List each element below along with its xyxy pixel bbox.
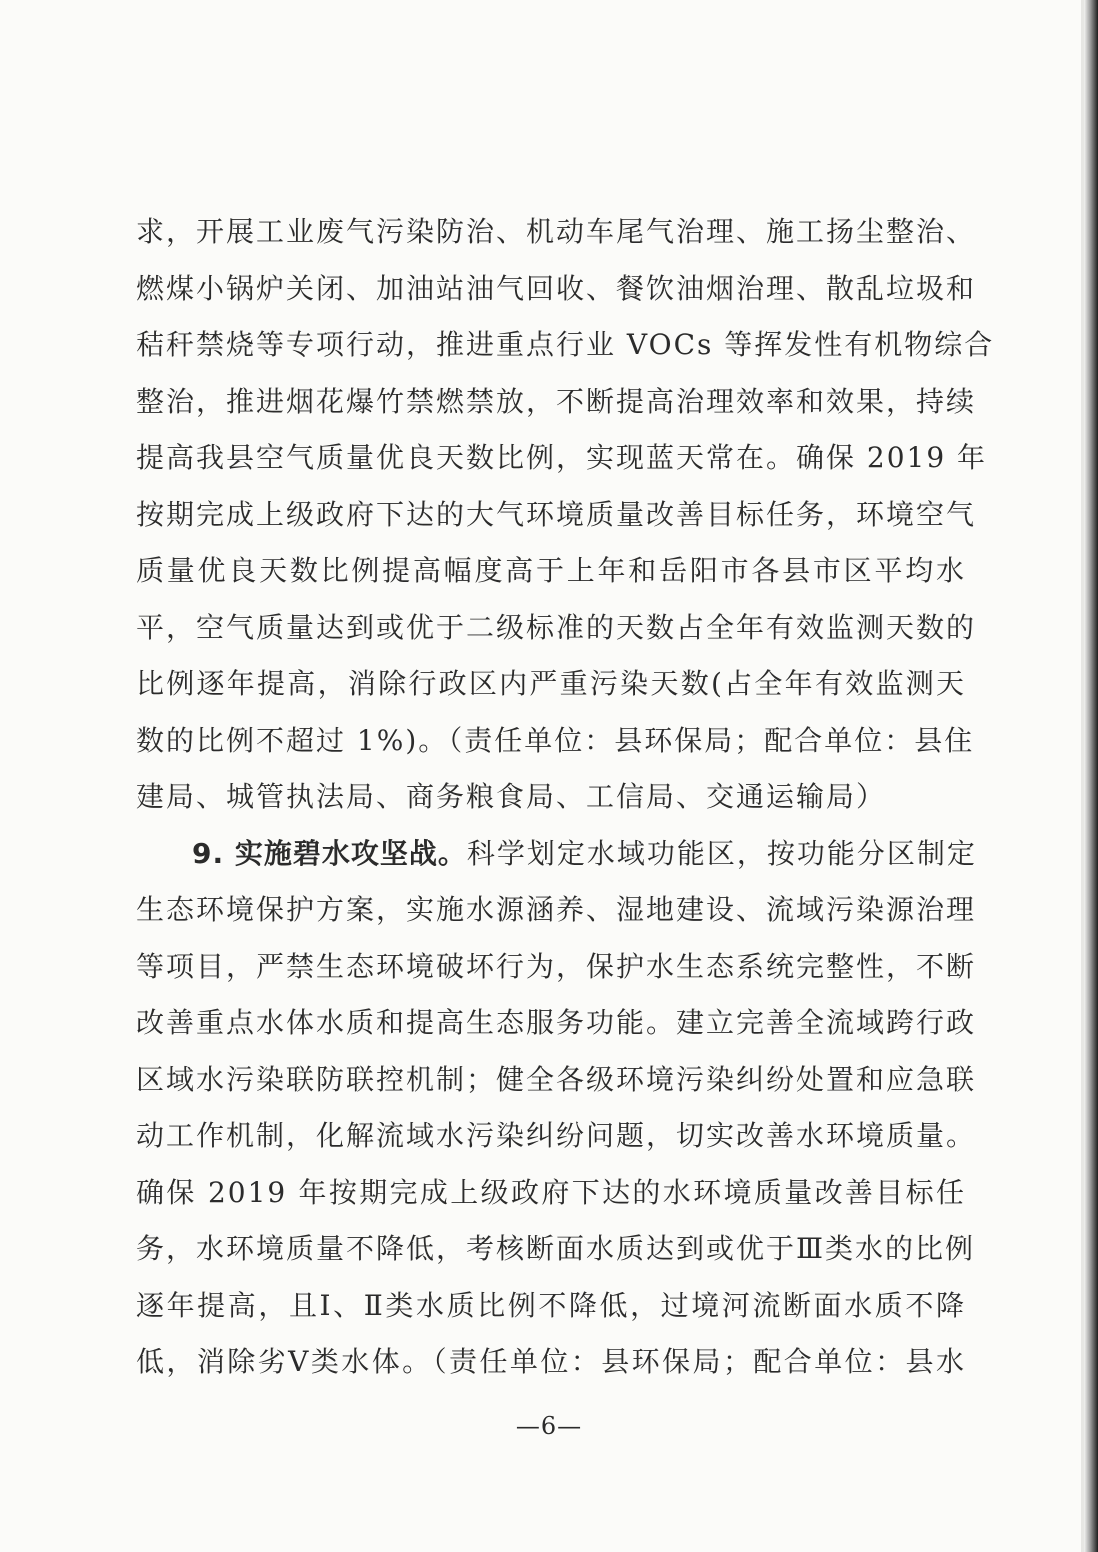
section-9-heading: 9. 实施碧水攻坚战。 <box>192 836 467 870</box>
text-line: 等项目，严禁生态环境破坏行为，保护水生态系统完整性，不断 <box>136 949 977 983</box>
text-line: 按期完成上级政府下达的大气环境质量改善目标任务，环境空气 <box>136 497 977 531</box>
text-line: 逐年提高，且Ⅰ、Ⅱ类水质比例不降低，过境河流断面水质不降 <box>136 1288 966 1322</box>
text-line: 提高我县空气质量优良天数比例，实现蓝天常在。确保 2019 年 <box>136 441 988 474</box>
text-line: 数的比例不超过 1%)。（责任单位：县环保局；配合单位：县住 <box>136 723 975 757</box>
text-line: 区域水污染联防联控机制；健全各级环境污染纠纷处置和应急联 <box>136 1062 977 1096</box>
text-line: 生态环境保护方案，实施水源涵养、湿地建设、流域污染源治理 <box>136 893 977 926</box>
section-9-first-line <box>136 826 977 883</box>
text-line: 动工作机制，化解流域水污染纠纷问题，切实改善水环境质量。 <box>136 1119 977 1152</box>
text-line: 改善重点水体水质和提高生态服务功能。建立完善全流域跨行政 <box>136 1006 977 1039</box>
section-9-first-line-text: 科学划定水域功能区，按功能分区制定 <box>466 836 977 870</box>
text-line: 低，消除劣Ⅴ类水体。（责任单位：县环保局；配合单位：县水 <box>136 1345 966 1378</box>
text-line: 求，开展工业废气污染防治、机动车尾气治理、施工扬尘整治、 <box>136 215 977 248</box>
text-line: 建局、城管执法局、商务粮食局、工信局、交通运输局） <box>136 780 887 813</box>
text-line: 燃煤小锅炉关闭、加油站油气回收、餐饮油烟治理、散乱垃圾和 <box>136 271 977 305</box>
text-line: 比例逐年提高，消除行政区内严重污染天数(占全年有效监测天 <box>136 667 966 700</box>
text-line: 质量优良天数比例提高幅度高于上年和岳阳市各县市区平均水 <box>136 554 966 587</box>
document-body <box>136 204 995 1391</box>
scan-edge-shadow <box>1084 0 1098 1552</box>
text-line: 整治，推进烟花爆竹禁燃禁放，不断提高治理效率和效果，持续 <box>136 384 977 418</box>
text-line: 秸秆禁烧等专项行动，推进重点行业 VOCs 等挥发性有机物综合 <box>136 328 995 361</box>
text-line: 平，空气质量达到或优于二级标准的天数占全年有效监测天数的 <box>136 610 977 644</box>
page-number: —6— <box>515 1412 583 1440</box>
text-line: 务，水环境质量不降低，考核断面水质达到或优于Ⅲ类水的比例 <box>136 1232 976 1265</box>
text-line: 确保 2019 年按期完成上级政府下达的水环境质量改善目标任 <box>136 1175 966 1209</box>
